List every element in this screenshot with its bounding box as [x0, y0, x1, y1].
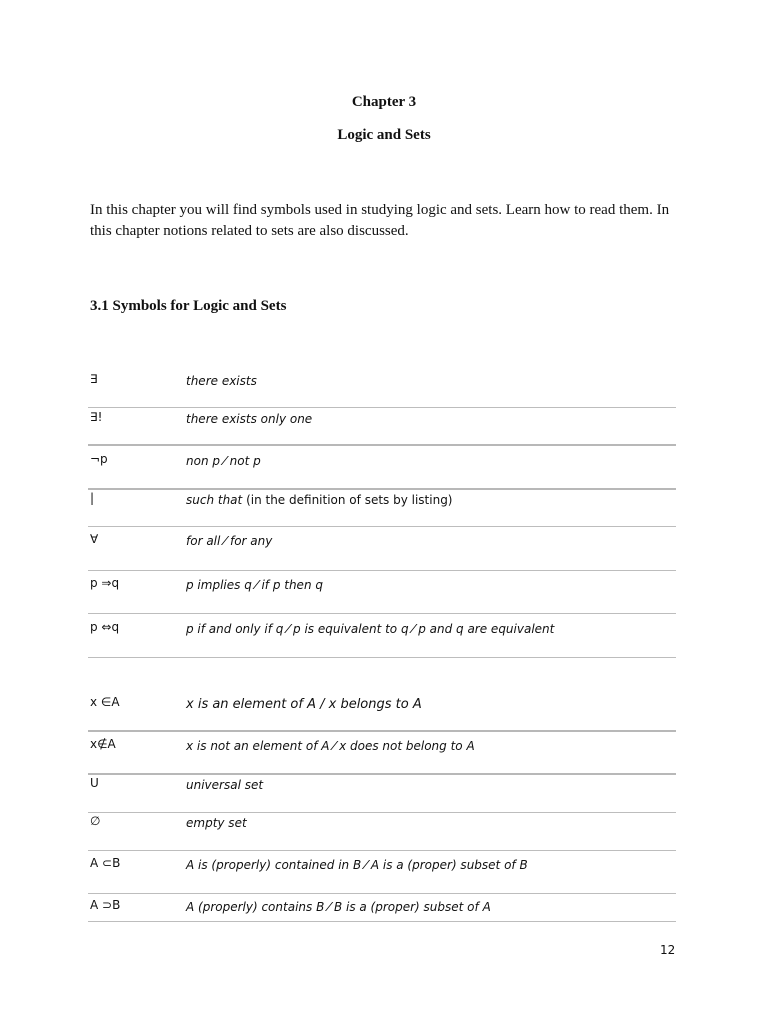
row-divider [88, 850, 676, 851]
symbol-cell: A ⊂B [90, 856, 121, 870]
symbol-cell: | [90, 491, 95, 505]
symbol-cell: U [90, 776, 99, 790]
row-divider [88, 921, 676, 922]
row-divider [88, 613, 676, 614]
symbol-cell: p ⇒q [90, 576, 120, 590]
row-divider [88, 773, 676, 775]
symbol-cell: A ⊃B [90, 898, 121, 912]
row-divider [88, 730, 676, 732]
meaning-italic: such that [186, 493, 243, 507]
meaning-cell [186, 493, 453, 507]
meaning-cell: A is (properly) contained in B ⁄ A is a (proper) subset of B [186, 858, 528, 872]
meaning-cell: x is not an element of A ⁄ x does not belong to A [186, 739, 475, 753]
row-divider [88, 570, 676, 571]
meaning-cell: empty set [186, 816, 247, 830]
empty-set-symbol: ∅ [90, 814, 101, 828]
row-divider [88, 488, 676, 490]
meaning-cell: x is an element of A / x belongs to A [186, 697, 422, 712]
symbol-cell: ¬p [90, 452, 108, 466]
meaning-cell: for all ⁄ for any [186, 534, 273, 548]
meaning-cell: p if and only if q ⁄ p is equivalent to q ⁄ p and q are equivalent [186, 622, 555, 636]
meaning-cell: there exists [186, 374, 257, 388]
chapter-title: Logic and Sets [337, 127, 431, 143]
intro-paragraph: In this chapter you will find symbols used in studying logic and sets. Learn how to read them. In this chapter notions related to sets are also discussed. [90, 202, 670, 239]
symbol-cell: ∃ [90, 372, 98, 386]
meaning-cell: A (properly) contains B ⁄ B is a (proper) subset of A [186, 900, 491, 914]
row-divider [88, 657, 676, 658]
symbol-cell: x∉A [90, 737, 116, 751]
meaning-cell: non p ⁄ not p [186, 454, 261, 468]
row-divider [88, 407, 676, 408]
symbol-cell: x ∈A [90, 695, 120, 709]
chapter-number: Chapter 3 [351, 94, 417, 110]
row-divider [88, 893, 676, 894]
symbol-cell: ∀ [90, 532, 99, 546]
meaning-cell: p implies q ⁄ if p then q [186, 578, 323, 592]
symbol-cell: p ⇔q [90, 620, 120, 634]
row-divider [88, 444, 676, 446]
section-title: 3.1 Symbols for Logic and Sets [90, 298, 287, 314]
page-number: 12 [660, 943, 676, 957]
meaning-plain: (in the definition of sets by listing) [242, 493, 453, 507]
meaning-cell: universal set [186, 778, 264, 792]
row-divider [88, 812, 676, 813]
meaning-cell: there exists only one [186, 412, 313, 426]
row-divider [88, 526, 676, 527]
symbol-cell: ∃! [90, 410, 103, 424]
